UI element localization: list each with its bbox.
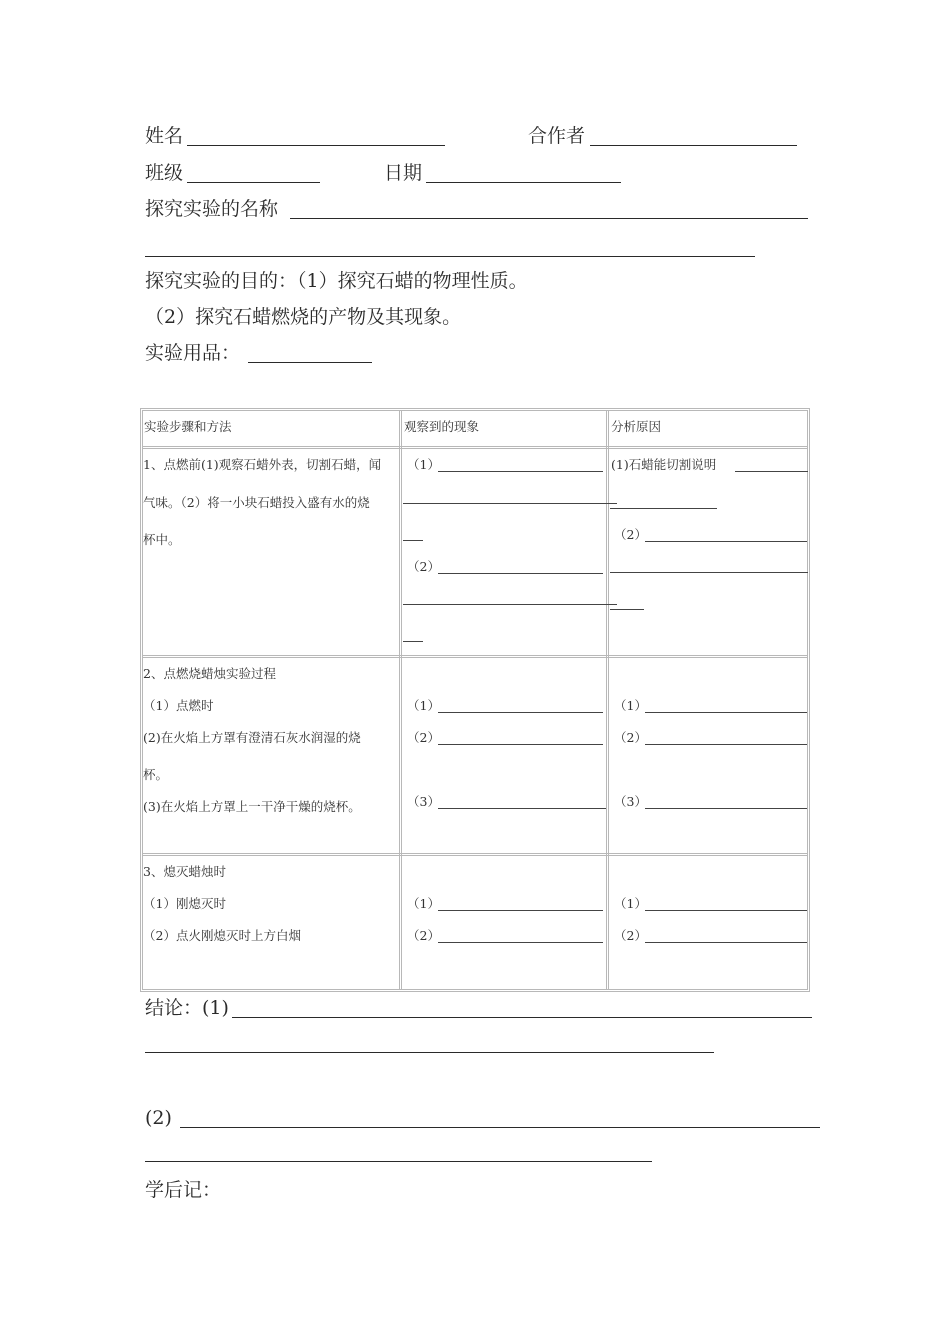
materials-label: 实验用品： [145,342,241,364]
partner-field[interactable] [590,145,797,146]
row3-analysis-1-field[interactable] [645,910,807,911]
table-header-steps: 实验步骤和方法 [144,419,232,434]
experiment-name-field[interactable] [290,218,808,219]
row2-step-line-2: （1）点燃时 [143,698,214,713]
conclusion-1-field-cont[interactable] [145,1052,714,1053]
row2-step-line-5: (3)在火焰上方罩上一干净干燥的烧杯。 [143,799,361,814]
row1-analysis-2-label: （2） [614,527,647,542]
row1-analysis-1-field[interactable] [735,471,808,472]
class-label: 班级 [145,162,184,184]
conclusion-2-field[interactable] [180,1127,820,1128]
row2-obs-2-label: （2） [407,730,440,745]
table-col-divider-1 [399,411,402,989]
row2-analysis-1-label: （1） [614,698,647,713]
afterword-label: 学后记： [145,1179,222,1201]
conclusion-label: 结论：(1) [145,997,229,1019]
row2-step-line-4: 杯。 [143,767,169,782]
row1-analysis-2-field[interactable] [645,541,807,542]
name-field[interactable] [187,145,445,146]
row1-obs-1-field-cont[interactable] [403,503,617,504]
row1-analysis-2-field-end[interactable] [610,609,644,610]
class-field[interactable] [187,182,320,183]
row2-obs-1-field[interactable] [438,712,603,713]
experiment-name-label: 探究实验的名称 [145,198,279,220]
row1-step-line-1: 1、点燃前(1)观察石蜡外表，切割石蜡，闻 [143,457,382,472]
purpose-line-1: 探究实验的目的：（1）探究石蜡的物理性质。 [145,270,528,292]
row2-step-line-3: (2)在火焰上方罩有澄清石灰水润湿的烧 [143,730,361,745]
row1-analysis-2-field-cont[interactable] [610,572,808,573]
row1-analysis-1-field-cont[interactable] [610,508,717,509]
experiment-name-field-2[interactable] [145,256,755,257]
row3-step-line-2: （1）刚熄灭时 [143,896,226,911]
conclusion-2-field-cont[interactable] [145,1161,652,1162]
row1-obs-2-field-end[interactable] [403,641,423,642]
table-row-divider-2 [143,853,807,856]
row3-obs-2-field[interactable] [438,942,603,943]
conclusion-1-field[interactable] [232,1017,812,1018]
date-label: 日期 [384,162,423,184]
row1-obs-1-field[interactable] [438,471,603,472]
row3-step-line-1: 3、熄灭蜡烛时 [143,864,226,879]
row2-obs-1-label: （1） [407,698,440,713]
row1-step-line-3: 杯中。 [143,532,181,547]
row1-step-line-2: 气味。（2）将一小块石蜡投入盛有水的烧 [143,495,370,510]
row1-obs-1-label: （1） [407,457,440,472]
table-row-divider-1 [143,655,807,658]
date-field[interactable] [426,182,621,183]
row2-analysis-2-label: （2） [614,730,647,745]
table-col-divider-2 [606,411,609,989]
row2-analysis-1-field[interactable] [645,712,807,713]
table-header-analysis: 分析原因 [611,419,662,434]
row3-obs-2-label: （2） [407,928,440,943]
row3-analysis-2-label: （2） [614,928,647,943]
row2-analysis-3-field[interactable] [645,808,807,809]
name-label: 姓名 [145,125,184,147]
table-header-observations: 观察到的现象 [404,419,480,434]
row1-obs-2-field[interactable] [438,573,603,574]
row3-obs-1-label: （1） [407,896,440,911]
partner-label: 合作者 [528,125,586,147]
row3-analysis-1-label: （1） [614,896,647,911]
row3-obs-1-field[interactable] [438,910,603,911]
row3-step-line-3: （2）点火刚熄灭时上方白烟 [143,928,301,943]
row1-analysis-1-label: (1)石蜡能切割说明 [611,457,717,472]
row1-obs-1-field-end[interactable] [403,540,423,541]
row1-obs-2-field-cont[interactable] [403,604,617,605]
row2-analysis-2-field[interactable] [645,744,807,745]
row2-obs-3-label: （3） [407,794,440,809]
row2-analysis-3-label: （3） [614,794,647,809]
table-row-divider-0 [143,446,807,449]
row1-obs-2-label: （2） [407,559,440,574]
row3-analysis-2-field[interactable] [645,942,807,943]
materials-field[interactable] [248,362,372,363]
conclusion-2-label: (2) [145,1107,172,1129]
row2-obs-2-field[interactable] [438,744,603,745]
row2-obs-3-field[interactable] [438,808,606,809]
purpose-line-2: （2）探究石蜡燃烧的产物及其现象。 [145,306,462,328]
row2-step-line-1: 2、点燃烧蜡烛实验过程 [143,666,276,681]
